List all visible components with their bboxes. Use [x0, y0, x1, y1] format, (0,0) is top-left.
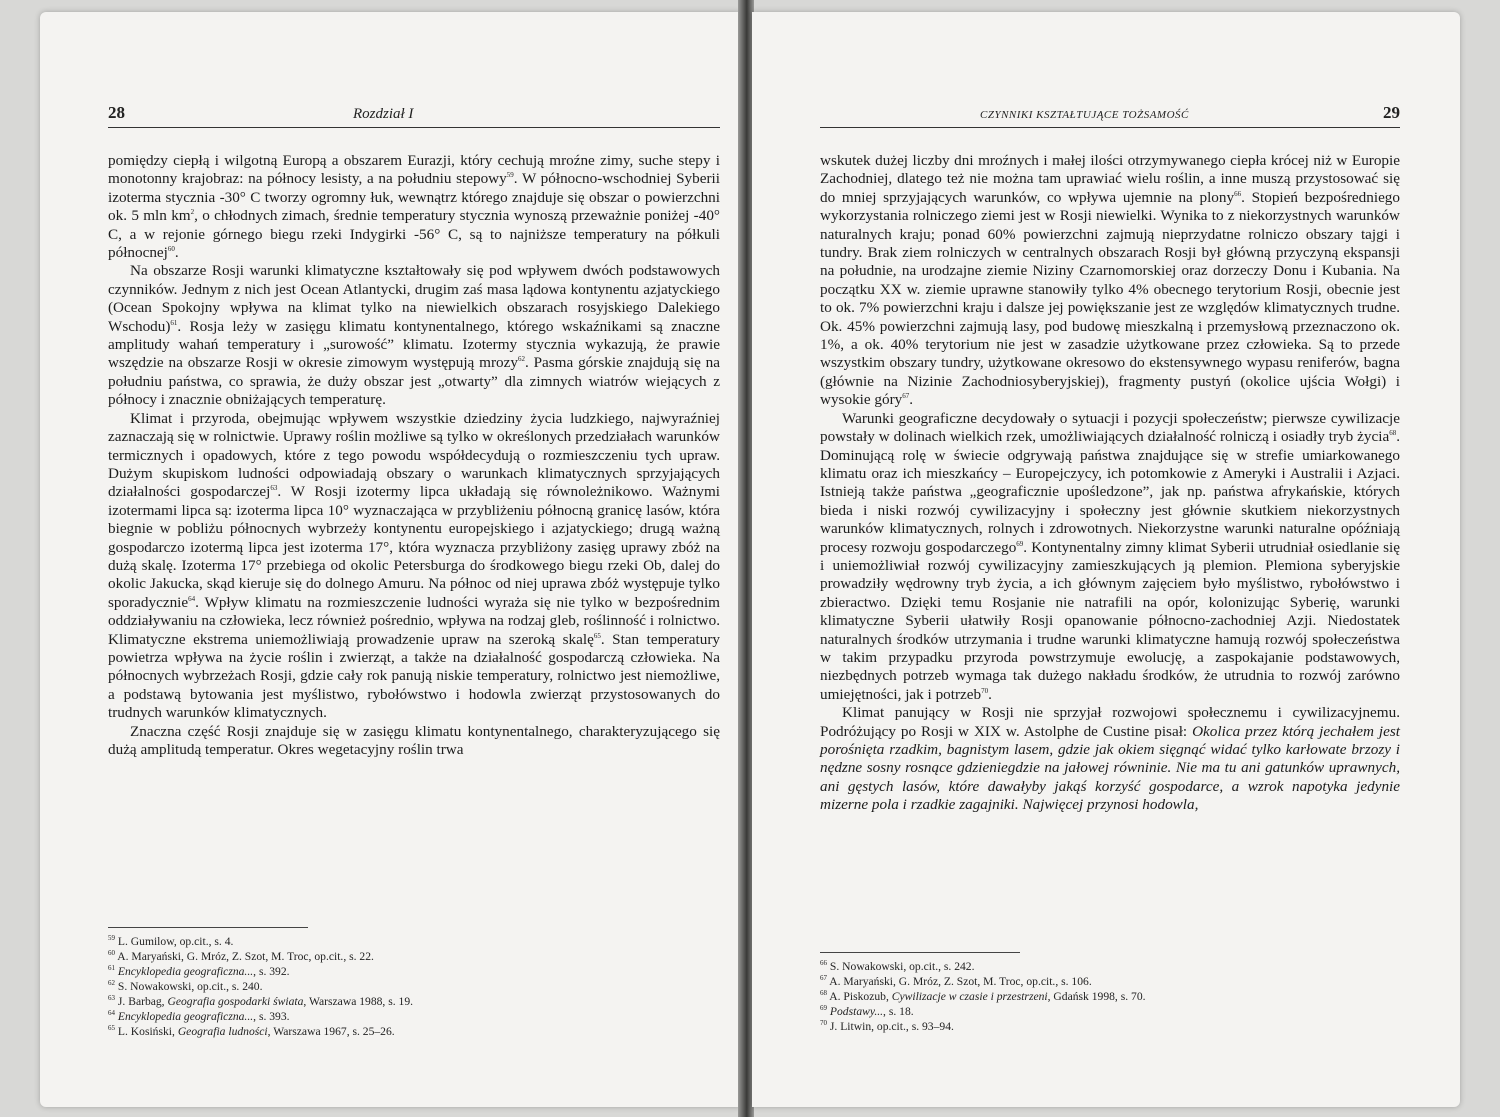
paragraph: Warunki geograficzne decydowały o sytuacji i pozycji społeczeństw; pierwsze cywilizacje powstały w dolinach wielkich rzek, umożliwiających działalność rolniczą i osiadły tryb życia$^{68}$. Dominującą rolę w świecie odgrywają państwa znajdujące się w strefie umiarkowanego klimatu oraz ich mieszkańcy – Europejczycy, ich potomkowie z Ameryki i Australii i Azjaci. Istnieją także państwa „geograficznie upośledzone”, jak np. państwa afrykańskie, których bieda i niski rozwój cywilizacyjny i społeczny jest głównie skutkiem niekorzystnych warunków klimatycznych, rolnych i zdrowotnych. Niekorzystne warunki naturalne opóźniają procesy rozwoju gospodarczego$^{69}$. Kontynentalny zimny klimat Syberii utrudniał osiedlanie się i uniemożliwiał rozwój cywilizacyjny zamieszkujących ją plemion. Plemiona syberyjskie prowadziły wędrowny tryb życia, a ich głównym zajęciem było myślistwo, rybołówstwo i zbieractwo. Dzięki temu Rosjanie nie natrafili na opór, kolonizując Syberię, warunki klimatyczne Syberii ułatwiły Rosji opanowanie północno-zachodniej Azji. Niedostatek naturalnych środków utrzymania i trudne warunki klimatyczne hamują rozwój społeczeństwa w takim przypadku przyroda powstrzymuje ewolucję, a zaspokajanie podstawowych, niezbędnych potrzeb wymaga tak dużego nakładu środków, że utrudnia to rozwój zarówno umiejętności, jak i potrzeb$^{70}$. [820, 409, 1400, 703]
footnote: $^{65}$ L. Kosiński, Geografia ludności, Warszawa 1967, s. 25–26. [108, 1024, 395, 1038]
footnote: $^{63}$ J. Barbag, Geografia gospodarki świata, Warszawa 1988, s. 19. [108, 994, 414, 1008]
right-page [752, 12, 1460, 1107]
right-body-text [820, 152, 1400, 815]
page-number: 29 [1383, 103, 1400, 122]
footnote: $^{70}$ J. Litwin, op.cit., s. 93–94. [820, 1019, 954, 1033]
paragraph: Klimat panujący w Rosji nie sprzyjał rozwojowi społecznemu i cywilizacyjnemu. Podróżujący po Rosji w XIX w. Astolphe de Custine pisał: Okolica przez którą jechałem jest porośnięta rzadkim, bagnistym lasem, gdzie jak okiem sięgnąć widać tylko karłowate brzozy i nędzne sosny rosnące gdzieniegdzie na jałowej równinie. Nie ma tu ani gatunków uprawnych, ani gęstych lasów, które dawałyby jakąś korzyść gospodarce, a wzrok napotyka jedynie mizerne pola i rzadkie zagajniki. Najwięcej przynosi hodowla, [820, 704, 1401, 814]
paragraph: Na obszarze Rosji warunki klimatyczne kształtowały się pod wpływem dwóch podstawowych czynników. Jednym z nich jest Ocean Atlantycki, drugim zaś masa lądowa kontynentu azjatyckiego (Ocean Spokojny wpływa na klimat tylko na niewielkich obszarach rosyjskiego Dalekiego Wschodu)$^{61}$. Rosja leży w zasięgu klimatu kontynentalnego, którego wskaźnikami są znaczne amplitudy wahań temperatury i „surowość” klimatu. Izotermy stycznia wykazują, że prawie wszędzie na obszarze Rosji w okresie zimowym występują mrozy$^{62}$. Pasma górskie znajdują się na południu państwa, co sprawia, że duży obszar jest „otwarty” dla zimnych wiatrów wiejących z północy i znacznie obniżających temperaturę. [108, 262, 720, 409]
footnote-separator [108, 927, 308, 928]
paragraph: Klimat i przyroda, obejmując wpływem wszystkie dziedziny życia ludzkiego, najwyraźniej zaznaczają się w rolnictwie. Uprawy roślin możliwe są tylko w określonych przedziałach warunków termicznych i opadowych, które z tego powodu współdecydują o rozmieszczeniu tych upraw. Dużym skupiskom ludności odpowiadają obszary o warunkach klimatycznych sprzyjających działalności gospodarczej$^{63}$. W Rosji izotermy lipca układają się równoleżnikowo. Ważnymi izotermami lipca są: izoterma lipca 10° wyznaczająca w przybliżeniu północną granicę lasów, która biegnie w pobliżu północnych wybrzeży kontynentu europejskiego i azjatyckiego; drugą ważną gospodarczo izotermą lipca jest izoterma 17°, która wyznacza przybliżony zasięg uprawy zbóż na dużą skalę. Izoterma 17° przebiega od okolic Petersburga do środkowego biegu rzeki Ob, dalej do okolic Jakucka, skąd kieruje się do dolnego Amuru. Na północ od niej uprawa zbóż występuje tylko sporadycznie$^{64}$. Wpływ klimatu na rozmieszczenie ludności wyraża się nie tylko w bezpośrednim oddziaływaniu na człowieka, lecz również pośrednio, wpływa na rodzaj gleb, roślinność i rolnictwo. Klimatyczne ekstrema uniemożliwiają prowadzenie upraw na szeroką skalę$^{65}$. Stan temperatury powietrza wpływa na życie roślin i zwierząt, a także na działalność gospodarczą człowieka. Na północnych wybrzeżach Rosji, gdzie cały rok panują niskie temperatury, rolnictwo jest niemożliwe, a podstawą bytowania jest myślistwo, rybołówstwo i hodowla zwierząt przystosowanych do trudnych warunków klimatycznych. [108, 409, 720, 722]
page-number: 28 [108, 103, 125, 122]
footnote: $^{66}$ S. Nowakowski, op.cit., s. 242. [820, 959, 975, 973]
footnote: $^{62}$ S. Nowakowski, op.cit., s. 240. [108, 979, 263, 993]
footnote: $^{64}$ Encyklopedia geograficzna..., s. 393. [108, 1009, 290, 1023]
running-head: CZYNNIKI KSZTAŁTUJĄCE TOŻSAMOŚĆ [980, 109, 1189, 121]
paragraph: Znaczna część Rosji znajduje się w zasięgu klimatu kontynentalnego, charakteryzującego się dużą amplitudą temperatur. Okres wegetacyjny roślin trwa [108, 722, 720, 758]
running-head: Rozdział I [353, 106, 414, 122]
footnote: $^{68}$ A. Piskozub, Cywilizacje w czasie i przestrzeni, Gdańsk 1998, s. 70. [820, 989, 1146, 1003]
footnote: $^{69}$ Podstawy..., s. 18. [820, 1004, 914, 1018]
footnote: $^{59}$ L. Gumilow, op.cit., s. 4. [108, 934, 234, 948]
left-body-text [108, 152, 720, 759]
left-page [40, 12, 740, 1107]
right-footnotes [820, 959, 1400, 1034]
left-page-header [108, 105, 720, 128]
footnote: $^{67}$ A. Maryański, G. Mróz, Z. Szot, M. Troc, op.cit., s. 106. [820, 974, 1092, 988]
paragraph: wskutek dużej liczby dni mroźnych i małej ilości otrzymywanego ciepła krócej niż w Europie Zachodniej, dlatego też nie można tam uprawiać wielu roślin, a inne muszą przystosować się do mniej sprzyjających warunków, co wpływa ujemnie na plony$^{66}$. Stopień bezpośredniego wykorzystania rolniczego ziemi jest w Rosji niewielki. Wynika to z niekorzystnych warunków naturalnych kraju; ponad 60% powierzchni zajmują nieprzydatne rolniczo obszary tajgi i tundry. Brak ziem rolniczych w centralnych obszarach Rosji był główną przyczyną ekspansji na południe, na urodzajne ziemie Niziny Czarnomorskiej oraz dorzeczy Donu i Kubania. Na początku XX w. ziemie uprawne stanowiły tylko 4% obecnego terytorium Rosji, obecnie jest to ok. 7% powierzchni kraju i dalsze jej powiększanie jest ze względów klimatycznych trudne. Ok. 45% powierzchni zajmują lasy, pod budowę mieszkalną i przemysłową przeznaczono ok. 1%, a ok. 40% terytorium nie jest w zasadzie użytkowane przez człowieka. Są to przede wszystkim obszary tundry, użytkowane okresowo do ekstensywnego wypasu reniferów, bagna (głównie na Nizinie Zachodniosyberyjskiej), fragmenty pustyń (okolice ujścia Wołgi) i wysokie góry$^{67}$. [820, 152, 1400, 409]
footnote-separator [820, 952, 1020, 953]
paragraph: pomiędzy ciepłą i wilgotną Europą a obszarem Eurazji, który cechują mroźne zimy, suche stepy i monotonny krajobraz: na północy lesisty, a na południu stepowy$^{59}$. W północno-wschodniej Syberii izoterma stycznia -30° C tworzy ogromny łuk, wewnątrz którego znajduje się obszar o powierzchni ok. 5 mln $km^2$, o chłodnych zimach, średnie temperatury stycznia wynoszą przeważnie poniżej -40° C, a w rejonie górnego biegu rzeki Indygirki -56° C, są to najniższe temperatury na półkuli północnej$^{60}$. [108, 152, 720, 262]
left-footnotes [108, 934, 720, 1039]
right-page-header [820, 105, 1400, 128]
footnote: $^{60}$ A. Maryański, G. Mróz, Z. Szot, M. Troc, op.cit., s. 22. [108, 949, 374, 963]
footnote: $^{61}$ Encyklopedia geograficzna..., s. 392. [108, 964, 290, 978]
